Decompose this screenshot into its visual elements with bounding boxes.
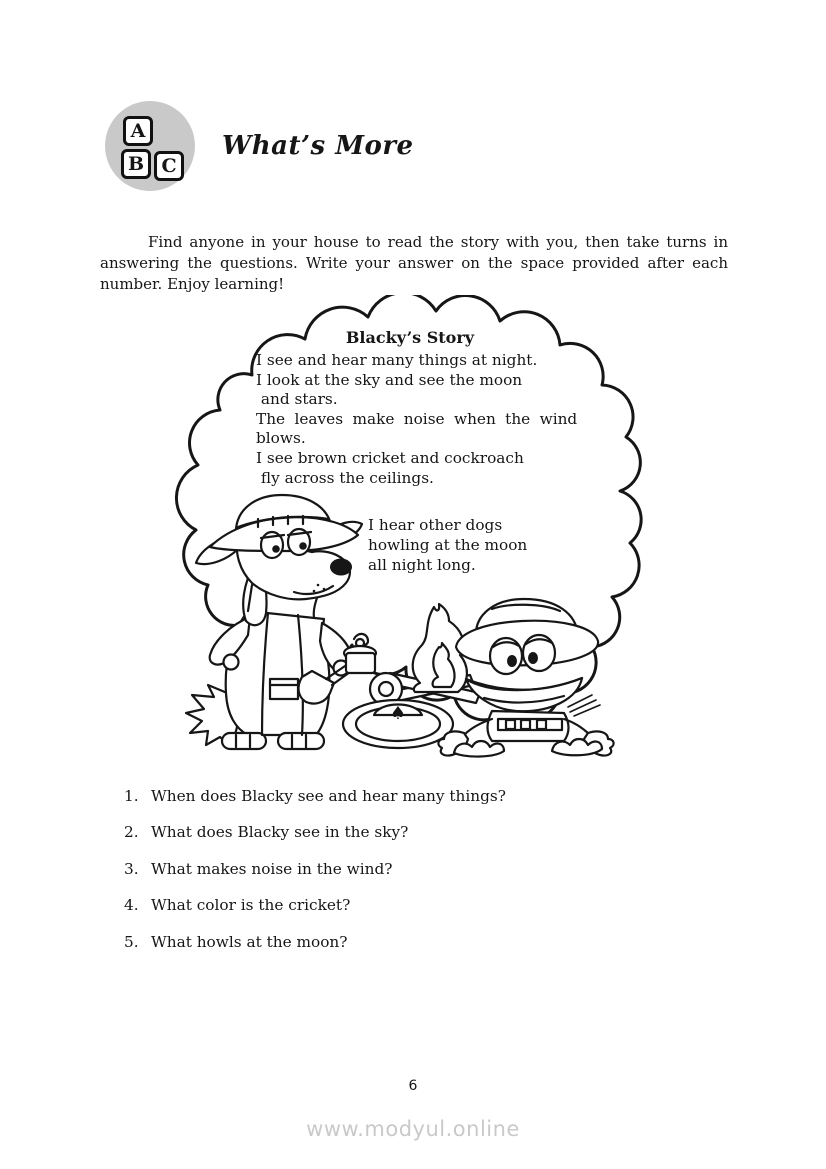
- caption-line: all night long.: [368, 556, 476, 574]
- frog-foot: [454, 741, 504, 757]
- question-number: 3.: [124, 859, 139, 878]
- story-line: I look at the sky and see the moon: [256, 370, 523, 389]
- question-text: What does Blacky see in the sky?: [151, 823, 409, 842]
- question-row: [124, 932, 506, 952]
- caption-line: howling at the moon: [368, 536, 528, 554]
- dog-foot: [222, 733, 266, 749]
- question-text: What makes noise in the wind?: [151, 859, 393, 878]
- grass-hatch: [568, 695, 600, 716]
- question-row: [124, 895, 506, 915]
- story-text: [256, 351, 578, 488]
- lantern-body: [346, 653, 375, 673]
- dog-nose: [330, 559, 352, 576]
- story-line: I see and hear many things at night.: [256, 351, 538, 369]
- section-title: What’s More: [222, 131, 414, 161]
- letter-block-b: B: [121, 149, 151, 179]
- question-text: What color is the cricket?: [151, 896, 351, 915]
- dog-paw: [224, 655, 239, 670]
- question-number: 5.: [124, 932, 139, 951]
- question-row: [124, 859, 506, 879]
- caption-line: I hear other dogs: [368, 516, 503, 534]
- story-line: I see brown cricket and cockroach: [256, 448, 524, 467]
- question-number: 2.: [124, 823, 139, 842]
- spade-mark: ♠: [389, 703, 407, 724]
- frog-eye: [523, 635, 555, 671]
- story-title: Blacky’s Story: [345, 328, 475, 347]
- instructions-paragraph: Find anyone in your house to read the story with you, then take turns in answering the questions. Write your answer on the space provided after each number. Enjoy learning!: [100, 233, 728, 293]
- letter-block-c: C: [154, 151, 184, 181]
- letter-block-a: A: [123, 116, 153, 146]
- frog-foot: [552, 739, 602, 755]
- question-text: When does Blacky see and hear many things?: [151, 787, 506, 805]
- story-line: fly across the ceilings.: [256, 468, 434, 487]
- dog-pocket: [270, 679, 298, 699]
- story-line: The leaves make noise when the wind: [256, 409, 578, 428]
- question-text: What howls at the moon?: [151, 932, 348, 951]
- page-number: 6: [408, 1078, 418, 1094]
- story-line: and stars.: [256, 390, 338, 409]
- story-figure: [140, 295, 670, 773]
- watermark: www.modyul.online: [306, 1117, 520, 1141]
- question-row: [124, 786, 506, 806]
- story-caption: [368, 515, 527, 575]
- question-row: [124, 822, 506, 842]
- question-number: 1.: [124, 787, 139, 805]
- questions-list: [124, 786, 506, 968]
- abc-blocks-icon: [105, 101, 195, 191]
- story-line: blows.: [256, 429, 306, 448]
- question-number: 4.: [124, 896, 139, 915]
- frog-eye: [490, 638, 522, 674]
